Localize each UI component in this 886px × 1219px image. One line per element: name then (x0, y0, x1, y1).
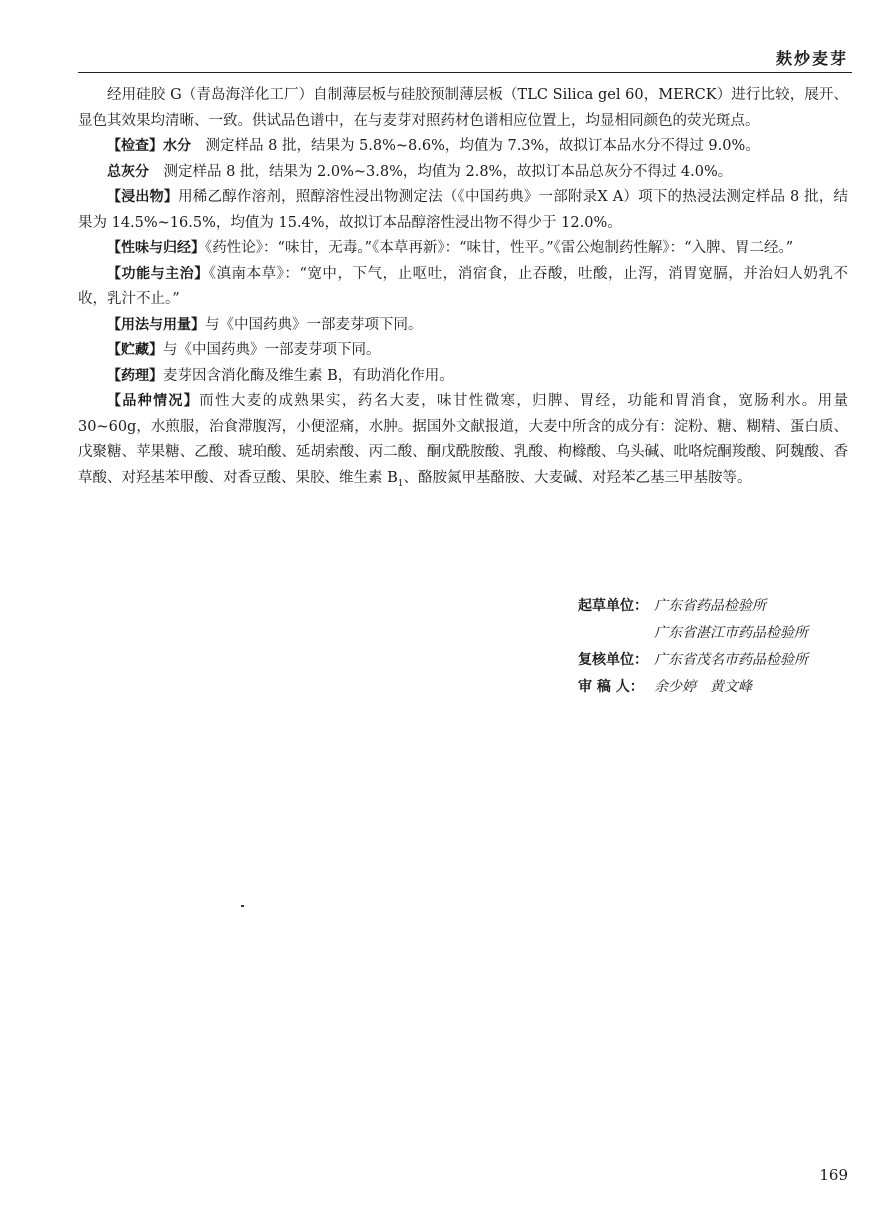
section-label-total-ash: 总灰分 (107, 163, 149, 180)
paragraph-text: 用稀乙醇作溶剂，照醇溶性浸出物测定法（《中国药典》一部附录Ⅹ A）项下的热浸法测定样品 8 批，结果为 14.5%~16.5%，均值为 15.4%，故拟订本品醇溶性浸出物不得少于 12.0%。 (78, 189, 849, 231)
paragraph-moisture (78, 134, 848, 160)
signature-row (578, 593, 808, 620)
subscript: 1 (397, 478, 404, 489)
paragraph-varieties (78, 389, 848, 497)
paragraph-text: 与《中国药典》一部麦芽项下同。 (163, 342, 381, 358)
signature-value: 广东省湛江市药品检验所 (654, 625, 808, 641)
paragraph-text: 《滇南本草》：“宽中，下气，止呕吐，消宿食，止吞酸，吐酸，止泻，消胃宽膈，并治妇人奶乳不收，乳汁不止。” (78, 265, 849, 307)
scan-speck (241, 905, 244, 907)
signature-row (578, 647, 808, 674)
signature-value: 广东省药品检验所 (654, 598, 766, 614)
paragraph-text: 测定样品 8 批，结果为 2.0%~3.8%，均值为 2.8%，故拟订本品总灰分不得过 4.0%。 (149, 163, 733, 180)
signature-row (578, 674, 808, 701)
paragraph-taste-meridian (78, 236, 848, 262)
section-label-function: 【功能与主治】 (107, 265, 209, 282)
signature-value: 余少婷 黄文峰 (654, 679, 752, 695)
paragraph-text: 麦芽因含消化酶及维生素 B，有助消化作用。 (163, 367, 454, 384)
page-number: 169 (819, 1166, 848, 1184)
paragraph-usage (78, 313, 848, 339)
paragraph-total-ash (78, 160, 848, 186)
section-label-pharmacology: 【药理】 (107, 367, 163, 384)
section-label-storage: 【贮藏】 (107, 342, 163, 358)
section-label-extract: 【浸出物】 (107, 189, 179, 205)
paragraph-text-tail: 、酪胺氮甲基酪胺、大麦碱、对羟苯乙基三甲基胺等。 (403, 469, 752, 486)
signature-row (578, 620, 808, 647)
running-header-title: 麸炒麦芽 (775, 49, 848, 68)
paragraph-extract (78, 185, 848, 236)
section-label-taste-meridian: 【性味与归经】 (107, 240, 205, 256)
paragraph-text: 经用硅胶 G（青岛海洋化工厂）自制薄层板与硅胶预制薄层板（TLC Silica gel 60，MERCK）进行比较，展开、显色其效果均清晰、一致。供试品色谱中，在与麦芽对照药材色谱相应位置上，均显相同颜色的荧光斑点。 (78, 87, 848, 129)
signature-block (578, 593, 808, 701)
signature-label: 复核单位： (578, 652, 648, 668)
section-label-usage: 【用法与用量】 (107, 316, 205, 333)
section-label-varieties: 【品种情况】 (107, 393, 200, 409)
header-rule (78, 72, 852, 73)
paragraph-text: 与《中国药典》一部麦芽项下同。 (205, 316, 423, 333)
section-label-check: 【检查】水分 (107, 138, 191, 154)
paragraph-text: 而性大麦的成熟果实，药名大麦，味甘性微寒，归脾、胃经，功能和胃消食，宽肠利水。用量 30~60g，水煎服，治食滞腹泻，小便涩痛，水肿。据国外文献报道，大麦中所含的成分有：淀粉、糖、糊精、蛋白质、戊聚糖、苹果糖、乙酸、琥珀酸、延胡索酸、丙二酸、酮戊酰胺酸、乳酸、枸橼酸、乌头碱、吡咯烷酮羧酸、阿魏酸、香草酸、对羟基苯甲酸、对香豆酸、果胶、维生素 B (78, 393, 849, 486)
body-text (78, 83, 848, 497)
signature-label: 起草单位： (578, 598, 648, 614)
paragraph-pharmacology (78, 364, 848, 390)
signature-label: 审 稿 人： (578, 679, 644, 695)
paragraph-text: 测定样品 8 批，结果为 5.8%~8.6%，均值为 7.3%，故拟订本品水分不得过 9.0%。 (191, 138, 760, 154)
paragraph-function (78, 262, 848, 313)
signature-value: 广东省茂名市药品检验所 (654, 652, 808, 668)
paragraph-text: 《药性论》：“味甘，无毒。”《本草再新》：“味甘，性平。”《雷公炮制药性解》：“入脾、胃二经。” (205, 240, 794, 256)
paragraph-tlc-result (78, 83, 848, 134)
paragraph-storage (78, 338, 848, 364)
